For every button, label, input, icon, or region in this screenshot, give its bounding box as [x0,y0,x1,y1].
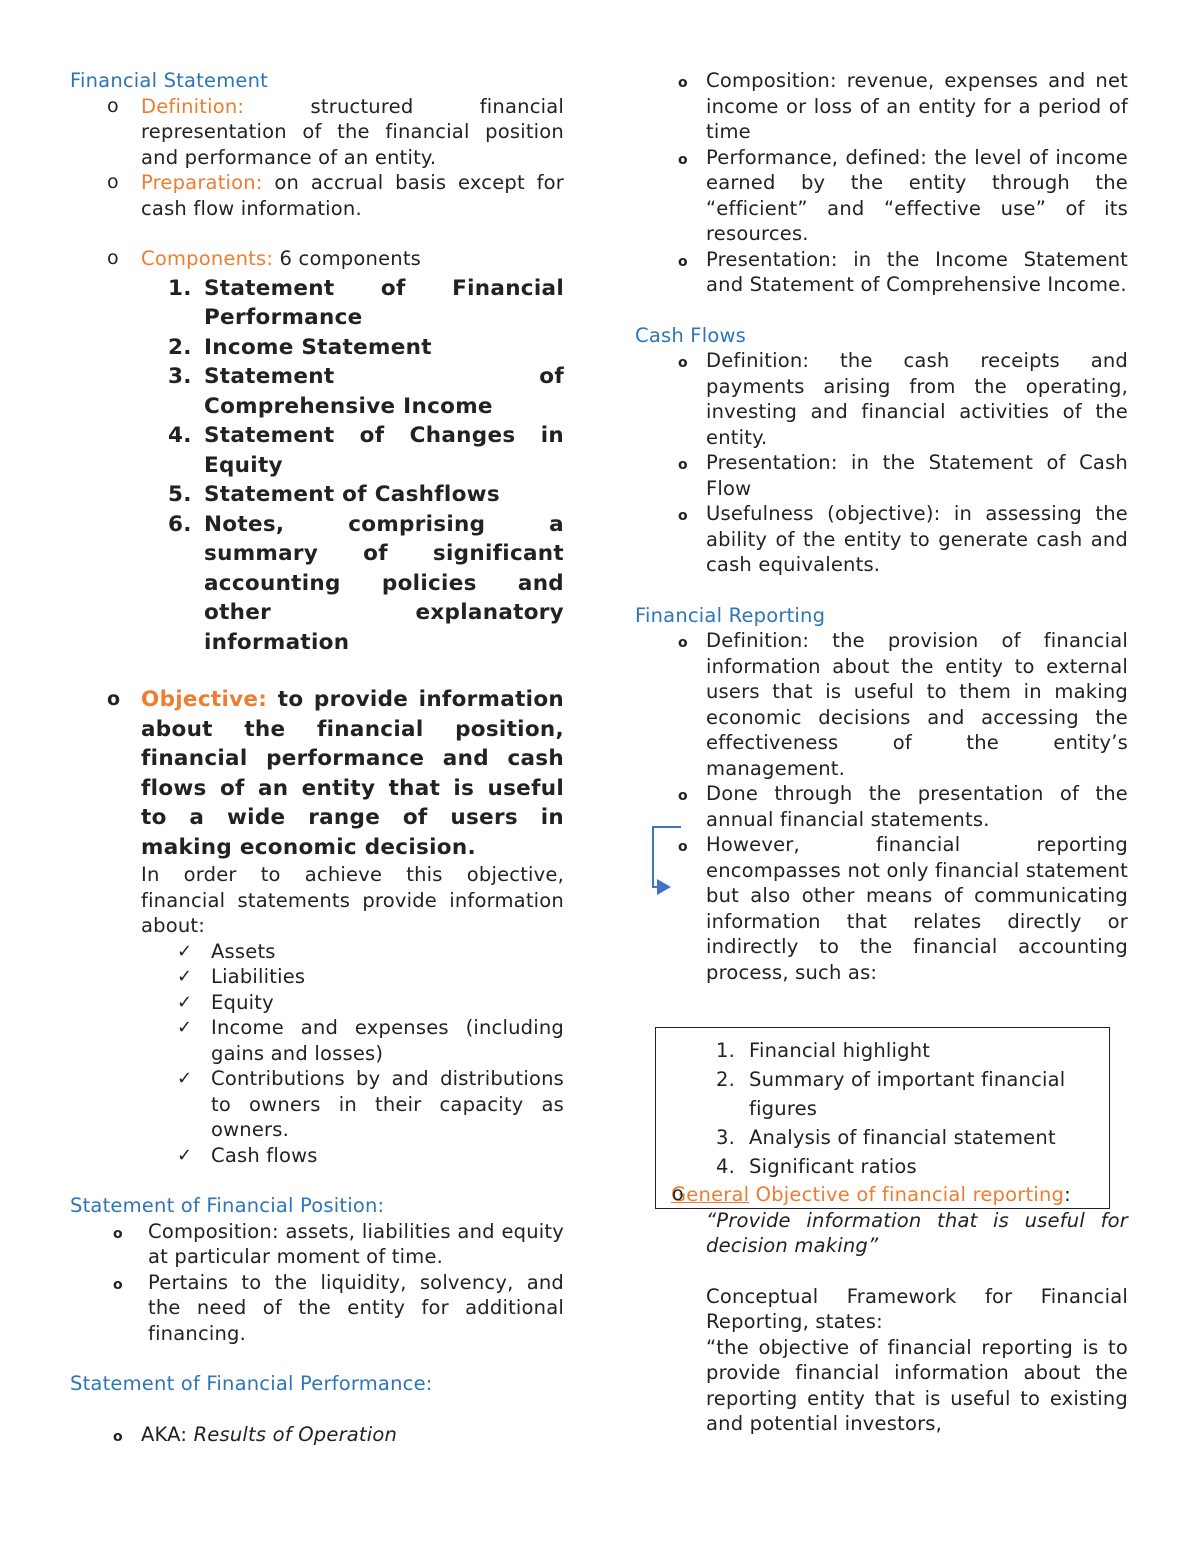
quote-2: “the objective of financial reporting is to provide financial information about the reporting entity that is useful to existing and potential investors, [706,1335,1128,1435]
perf-item: o Presentation: in the Income Statement and Statement of Comprehensive Income. [635,247,1128,298]
check-item: ✓ Equity [177,990,274,1014]
check-item: ✓ Income and expenses (including gains and losses) [177,1016,564,1065]
fr-item: o However, financial reporting encompasses not only financial statement but also other means of communicating information that relates directly or indirectly to the financial accounting process, such as: [635,832,1128,985]
definition-label: Definition: [141,94,245,118]
checkmark-icon: ✓ [177,991,193,1013]
components-label: Components: [141,247,274,270]
box-item: 4. Significant ratios [716,1155,917,1178]
box-list [716,1036,1096,1181]
general-rest: Objective of financial reporting [755,1183,1065,1206]
checkmark-icon: ✓ [177,940,193,962]
aka-label: AKA: [141,1422,188,1446]
financial-reporting-heading: Financial Reporting [635,603,826,627]
spacer [70,1397,564,1422]
check-item: ✓ Contributions by and distributions to owners in their capacity as owners. [177,1067,564,1141]
checkmark-icon: ✓ [177,1144,193,1166]
objective-followup: In order to achieve this objective, financial statements provide information about: [141,863,564,937]
aka-text: Results of Operation [193,1422,398,1446]
fr-item: o Definition: the provision of financial information about the entity to external users that is useful to them in making economic decisions and accessing the effectiveness of the entity’s management. [635,628,1128,781]
general-word: General [671,1183,750,1206]
objective-text: to provide information about the financial position, financial performance and cash flows of an entity that is useful to a wide range of users in making economic decision. [141,687,564,860]
sfperf-heading: Statement of Financial Performance: [70,1372,433,1395]
right-column [635,68,1128,1437]
box-item: 3. Analysis of financial statement [716,1126,1056,1149]
box-item: 1. Financial highlight [716,1039,931,1062]
financial-reporting-means-box [655,1027,1110,1209]
checkmark-icon: ✓ [177,1017,193,1038]
cf-item: o Presentation: in the Statement of Cash Flow [635,450,1128,501]
objective-check-list [70,939,564,1169]
quote-1: “Provide information that is useful for decision making” [706,1208,1128,1257]
spacer [70,1346,564,1371]
perf-item: o Performance, defined: the level of income earned by the entity through the “efficient” and “effective use” of its resources. [635,145,1128,247]
checkmark-icon: ✓ [177,966,193,987]
definition-item [70,94,564,171]
component-item: 6. Notes, comprising a summary of significant accounting policies and other explanatory information [168,511,564,655]
component-item: 3. Statement of Comprehensive Income [168,364,564,419]
general-colon: : [1064,1183,1071,1206]
component-item: 4. Statement of Changes in Equity [168,423,564,478]
box-item: 2. Summary of important financial figures [716,1068,1066,1120]
cf-item: o Usefulness (objective): in assessing the ability of the entity to generate cash and cash equivalents. [635,501,1128,578]
fr-item: o Done through the presentation of the annual financial statements. [635,781,1128,832]
preparation-item [70,170,564,221]
sfp-heading: Statement of Financial Position: [70,1194,385,1217]
preparation-text: on accrual basis except for cash flow information. [141,171,564,220]
spacer [635,298,1128,323]
connector-arrow-icon [645,815,685,900]
preparation-label: Preparation: [141,171,263,194]
spacer [635,578,1128,603]
cash-flows-heading: Cash Flows [635,323,746,347]
spacer [635,1259,1128,1284]
sfp-item: o Composition: assets, liabilities and equity at particular moment of time. [70,1219,564,1270]
objective-label: Objective: [141,687,268,712]
check-item: ✓ Assets [177,939,276,963]
components-text: 6 components [279,247,422,270]
cf-item: o Definition: the cash receipts and payments arising from the operating, investing and financial activities of the entity. [635,348,1128,450]
checkmark-icon: ✓ [177,1068,193,1089]
left-column [70,68,564,1447]
components-item [70,246,564,272]
sfp-item: o Pertains to the liquidity, solvency, and the need of the entity for additional financing. [70,1270,564,1347]
component-item: 1. Statement of Financial Performance [168,275,564,330]
component-item: 5. Statement of Cashflows [168,482,500,507]
components-list [70,274,564,658]
conceptual-framework-states: Conceptual Framework for Financial Reporting, states: [706,1284,1128,1333]
perf-item: o Composition: revenue, expenses and net income or loss of an entity for a period of time [635,68,1128,145]
objective-item [70,685,564,862]
spacer [70,657,564,685]
component-item: 2. Income Statement [168,334,432,360]
spacer [70,221,564,246]
aka-item [70,1422,564,1448]
financial-statement-heading: Financial Statement [70,69,269,92]
check-item: ✓ Liabilities [177,965,306,988]
definition-text: structured financial representation of the financial position and performance of an entity. [141,94,565,169]
spacer [70,1168,564,1193]
check-item: ✓ Cash flows [177,1143,318,1167]
